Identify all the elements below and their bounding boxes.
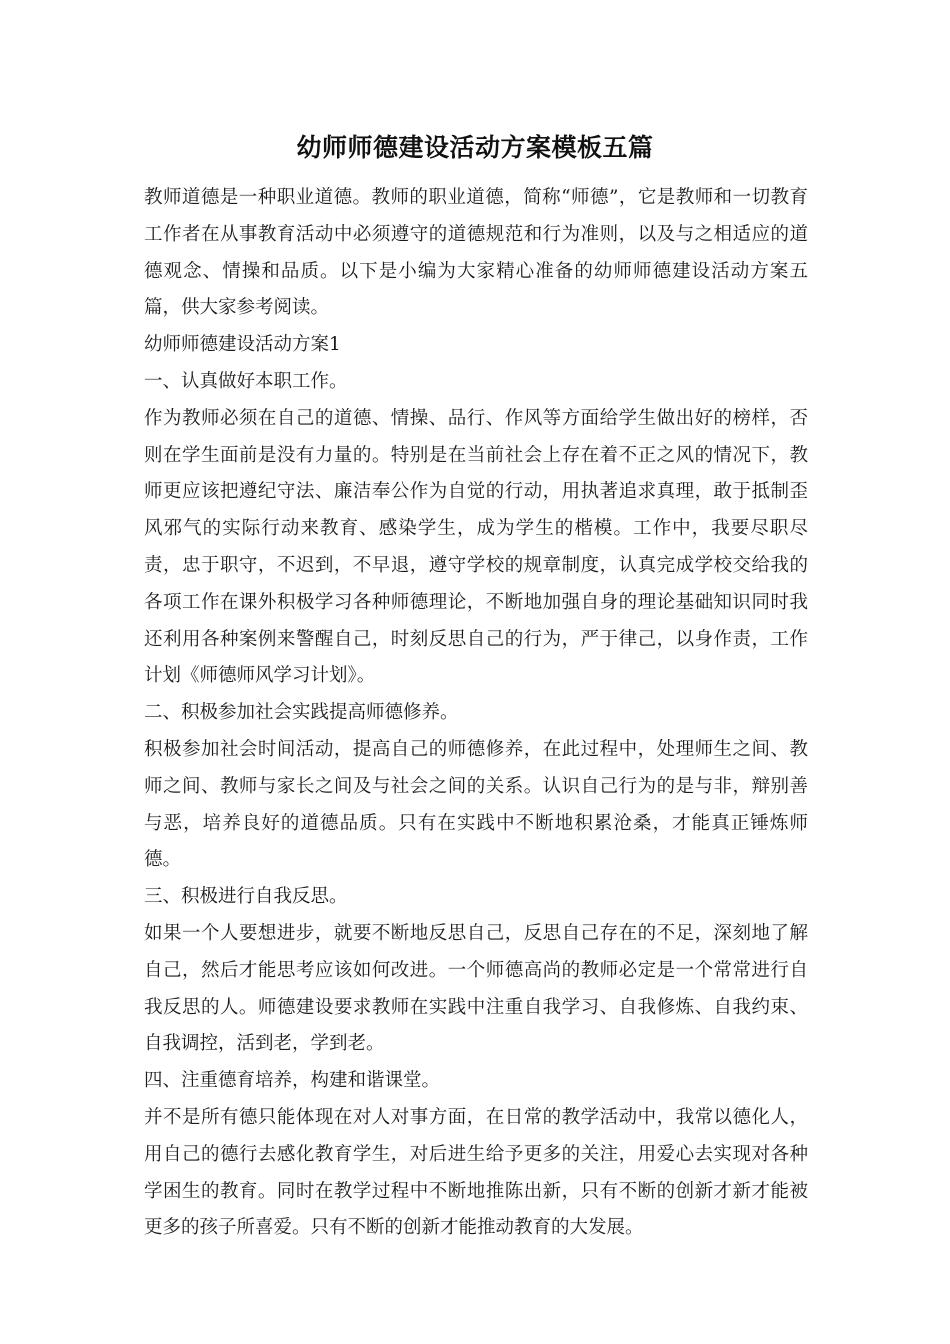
section-heading: 幼师师德建设活动方案1: [144, 334, 341, 356]
body-paragraph: 并不是所有德只能体现在对人对事方面，在日常的教学活动中，我常以德化人，用自己的德行去感化教育学生，对后进生给予更多的关注，用爱心去实现对各种学困生的教育。同时在教学过程中不断地推陈出新，只有不断的创新才新才能被更多的孩子所喜爱。只有不断的创新才能推动教育的大发展。: [144, 1106, 808, 1239]
subsection-heading: 二、积极参加社会实践提高师德修养。: [144, 702, 459, 724]
subsection-heading: 三、积极进行自我反思。: [144, 886, 348, 908]
body-paragraph: 作为教师必须在自己的道德、情操、品行、作风等方面给学生做出好的榜样，否则在学生面前是没有力量的。特别是在当前社会上存在着不正之风的情况下，教师更应该把遵纪守法、廉洁奉公作为自觉的行动，用执著追求真理，敢于抵制歪风邪气的实际行动来教育、感染学生，成为学生的楷模。工作中，我要尽职尽责，忠于职守，不迟到，不早退，遵守学校的规章制度，认真完成学校交给我的各项工作在课外积极学习各种师德理论，不断地加强自身的理论基础知识同时我还利用各种案例来警醒自己，时刻反思自己的行为，严于律己，以身作责，工作计划《师德师风学习计划》。: [144, 407, 808, 687]
intro-paragraph: 教师道德是一种职业道德。教师的职业道德，简称“师德”，它是教师和一切教育工作者在从事教育活动中必须遵守的道德规范和行为准则，以及与之相适应的道德观念、情操和品质。以下是小编为大家精心准备的幼师师德建设活动方案五篇，供大家参考阅读。: [144, 187, 808, 319]
subsection-heading: 一、认真做好本职工作。: [144, 370, 348, 392]
body-paragraph: 积极参加社会时间活动，提高自己的师德修养，在此过程中，处理师生之间、教师之间、教师与家长之间及与社会之间的关系。认识自己行为的是与非，辩别善与恶，培养良好的道德品质。只有在实践中不断地积累沧桑，才能真正锤炼师德。: [144, 738, 808, 871]
body-paragraph: 如果一个人要想进步，就要不断地反思自己，反思自己存在的不足，深刻地了解自己，然后才能思考应该如何改进。一个师德高尚的教师必定是一个常常进行自我反思的人。师德建设要求教师在实践中注重自我学习、自我修炼、自我约束、自我调控，活到老，学到老。: [144, 922, 808, 1055]
subsection-heading: 四、注重德育培养，构建和谐课堂。: [144, 1070, 441, 1092]
document-body: [144, 180, 808, 1247]
document-title: 幼师师德建设活动方案模板五篇: [296, 133, 654, 162]
